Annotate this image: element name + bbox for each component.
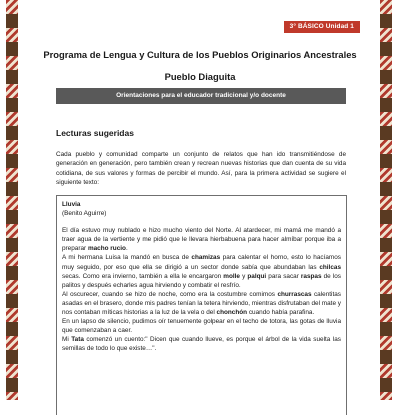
text-run: secas. Como era invierno, también a ella le encargaron [62, 272, 224, 280]
border-pattern-tile [380, 126, 392, 140]
border-pattern-tile [380, 280, 392, 294]
border-pattern-tile [6, 336, 18, 350]
border-pattern-tile [6, 182, 18, 196]
glossary-term: macho rucio [87, 245, 126, 253]
border-pattern-tile [6, 126, 18, 140]
border-pattern-tile [380, 392, 392, 400]
text-run: de los palitos y después echarles agua hirviendo y combatir el resfrío. [62, 272, 341, 289]
border-pattern-tile [6, 168, 18, 182]
text-run: cuando había parafina. [247, 309, 315, 317]
program-title: Programa de Lengua y Cultura de los Pueblos Originarios Ancestrales [43, 49, 357, 60]
border-pattern-tile [6, 84, 18, 98]
text-run: para calentar el horno, esto lo hacíamos muy seguido, por eso que ella se dirigió a un sector donde sabía que abundaban las [62, 254, 342, 271]
border-pattern-tile [380, 112, 392, 126]
border-pattern-tile [380, 210, 392, 224]
border-pattern-tile [380, 294, 392, 308]
decorative-border-right [380, 0, 392, 400]
border-pattern-tile [380, 28, 392, 42]
border-pattern-tile [6, 14, 18, 28]
glossary-term: churrascas [277, 290, 312, 298]
glossary-term: chamizas [191, 254, 221, 262]
border-pattern-tile [380, 266, 392, 280]
border-pattern-tile [6, 196, 18, 210]
border-pattern-tile [380, 238, 392, 252]
border-pattern-tile [380, 98, 392, 112]
border-pattern-tile [6, 0, 18, 14]
border-pattern-tile [6, 210, 18, 224]
border-pattern-tile [380, 56, 392, 70]
border-pattern-tile [6, 28, 18, 42]
story-paragraph [62, 253, 341, 289]
story-author: (Benito Aguirre) [62, 210, 107, 218]
border-pattern-tile [6, 238, 18, 252]
glossary-term: Tata [71, 336, 84, 344]
text-run: Mi [62, 336, 72, 344]
text-run: El día estuvo muy nublado e hizo mucho viento del Norte. Al atardecer, mi mamá me mandó a traer agua de la vertiente y me pidió que le llevara hierbabuena para hacer almíbar porque iba a preparar [62, 227, 341, 253]
glossary-term: molle [223, 272, 240, 280]
border-pattern-tile [6, 252, 18, 266]
story-box [56, 195, 347, 415]
border-pattern-tile [380, 182, 392, 196]
border-pattern-tile [380, 308, 392, 322]
border-pattern-tile [380, 252, 392, 266]
border-pattern-tile [6, 364, 18, 378]
border-pattern-tile [380, 140, 392, 154]
pueblo-title: Pueblo Diaguita [164, 71, 236, 82]
story-paragraph [62, 290, 341, 317]
orientation-banner: Orientaciones para el educador tradicional y/o docente [56, 88, 346, 104]
border-pattern-tile [380, 168, 392, 182]
border-pattern-tile [380, 14, 392, 28]
border-pattern-tile [380, 0, 392, 14]
border-pattern-tile [380, 42, 392, 56]
border-pattern-tile [6, 280, 18, 294]
border-pattern-tile [380, 70, 392, 84]
border-pattern-tile [380, 336, 392, 350]
text-run: y [240, 272, 248, 280]
border-pattern-tile [6, 322, 18, 336]
border-pattern-tile [6, 112, 18, 126]
border-pattern-tile [380, 364, 392, 378]
glossary-term: palqui [247, 272, 267, 280]
border-pattern-tile [6, 140, 18, 154]
section-title: Lecturas sugeridas [56, 128, 134, 138]
story-paragraph: En un lapso de silencio, pudimos oír tenuemente golpear en el techo de totora, las gotas de lluvia que comenzaban a caer. [62, 318, 341, 335]
border-pattern-tile [6, 378, 18, 392]
border-pattern-tile [6, 266, 18, 280]
story-title: Lluvia [62, 201, 81, 208]
glossary-term: raspas [300, 272, 322, 280]
border-pattern-tile [6, 224, 18, 238]
glossary-term: chilcas [319, 263, 341, 271]
decorative-border-left [6, 0, 18, 400]
story-text [62, 226, 341, 353]
border-pattern-tile [380, 378, 392, 392]
border-pattern-tile [6, 294, 18, 308]
border-pattern-tile [380, 224, 392, 238]
text-run: calentitas asadas en el brasero, donde mis padres tenían la tetera hirviendo, mientras disfrutaban del mate y nos contaban míticas historias a la luz de la vela o del [62, 290, 341, 317]
text-run: Al oscurecer, cuando se hizo de noche, como era la costumbre comimos [62, 290, 278, 298]
text-run: para sacar [266, 272, 301, 280]
border-pattern-tile [380, 196, 392, 210]
border-pattern-tile [380, 154, 392, 168]
text-run: . [125, 245, 128, 253]
text-run: comenzó un cuento:" Dicen que cuando llueve, es porque el árbol de la vida suelta las semillas de todo lo que existe…". [62, 336, 341, 353]
border-pattern-tile [6, 70, 18, 84]
border-pattern-tile [6, 308, 18, 322]
border-pattern-tile [6, 350, 18, 364]
border-pattern-tile [380, 84, 392, 98]
story-paragraph [62, 335, 341, 353]
border-pattern-tile [380, 350, 392, 364]
border-pattern-tile [6, 56, 18, 70]
border-pattern-tile [6, 392, 18, 400]
border-pattern-tile [6, 42, 18, 56]
border-pattern-tile [380, 322, 392, 336]
glossary-term: chonchón [216, 309, 248, 317]
border-pattern-tile [6, 154, 18, 168]
intro-paragraph: Cada pueblo y comunidad comparte un conjunto de relatos que han ido transmitiéndose de generación en generación, pero también crean y recrean nuevas historias que dan cuenta de su vida cotidiana, de sus valores y formas de percibir el mundo. Así, para la primera actividad se sugiere el siguiente texto: [56, 151, 346, 186]
story-paragraph [62, 226, 341, 253]
text-run: A mi hermana Luisa la mandó en busca de [62, 254, 192, 262]
grade-unit-badge: 3° BÁSICO Unidad 1 [284, 21, 360, 33]
border-pattern-tile [6, 98, 18, 112]
